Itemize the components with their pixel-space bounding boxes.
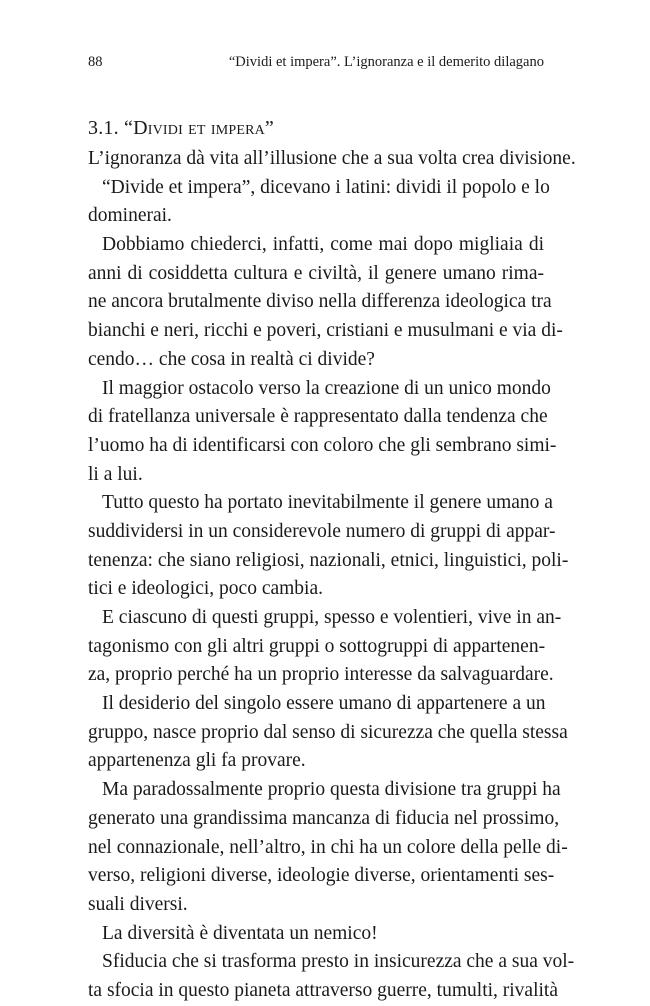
text-line: suddividersi in un considerevole numero di gruppi di appar-: [88, 520, 556, 542]
text-line: Dobbiamo chiederci, infatti, come mai dopo migliaia di: [102, 234, 544, 256]
text-line: La diversità è diventata un nemico!: [102, 922, 378, 944]
text-line: Ma paradossalmente proprio questa divisione tra gruppi ha: [102, 779, 561, 801]
text-line: za, proprio perché ha un proprio interesse da salvaguardare.: [88, 664, 554, 686]
text-line: appartenenza gli fa provare.: [88, 750, 306, 772]
running-head: [88, 52, 544, 72]
text-line: tici e ideologici, poco cambia.: [88, 578, 323, 600]
page-number: 88: [88, 54, 103, 70]
text-line: verso, religioni diverse, ideologie diverse, orientamenti ses-: [88, 865, 555, 887]
text-line: Tutto questo ha portato inevitabilmente il genere umano a: [102, 492, 553, 514]
text-line: Il desiderio del singolo essere umano di appartenere a un: [102, 693, 546, 715]
text-line: generato una grandissima mancanza di fiducia nel prossimo,: [88, 807, 560, 829]
text-line: tenenza: che siano religiosi, nazionali, etnici, linguistici, poli-: [88, 549, 569, 571]
text-line: “Divide et impera”, dicevano i latini: dividi il popolo e lo: [102, 176, 550, 198]
text-line: anni di cosiddetta cultura e civiltà, il genere umano rima-: [88, 262, 544, 284]
text-line: L’ignoranza dà vita all’illusione che a sua volta crea divisione.: [88, 148, 576, 169]
text-line: cendo… che cosa in realtà ci divide?: [88, 348, 375, 370]
text-line: ne ancora brutalmente diviso nella differenza ideologica tra: [88, 291, 552, 313]
text-line: E ciascuno di questi gruppi, spesso e volentieri, vive in an-: [102, 607, 562, 628]
section-heading: 3.1. “Dividi et impera”: [88, 117, 275, 139]
text-line: gruppo, nasce proprio dal senso di sicurezza che quella stessa: [88, 721, 568, 743]
text-line: ta sfocia in questo pianeta attraverso guerre, tumulti, rivalità: [88, 979, 558, 1001]
text-line: bianchi e neri, ricchi e poveri, cristiani e musulmani e via di-: [88, 320, 563, 342]
body-text: [88, 145, 576, 1006]
text-line: l’uomo ha di identificarsi con coloro che gli sembrano simi-: [88, 434, 557, 456]
text-line: suali diversi.: [88, 893, 188, 915]
text-line: Il maggior ostacolo verso la creazione di un unico mondo: [102, 377, 551, 399]
text-line: di fratellanza universale è rappresentato dalla tendenza che: [88, 406, 548, 428]
text-line: dominerai.: [88, 205, 172, 227]
text-line: Sfiducia che si trasforma presto in insicurezza che a sua vol-: [102, 951, 575, 973]
running-title: “Dividi et impera”. L’ignoranza e il demerito dilagano: [228, 54, 544, 70]
text-line: tagonismo con gli altri gruppi o sottogruppi di appartenen-: [88, 635, 546, 657]
text-line: nel connazionale, nell’altro, in chi ha un colore della pelle di-: [88, 836, 568, 858]
text-line: li a lui.: [88, 463, 143, 485]
